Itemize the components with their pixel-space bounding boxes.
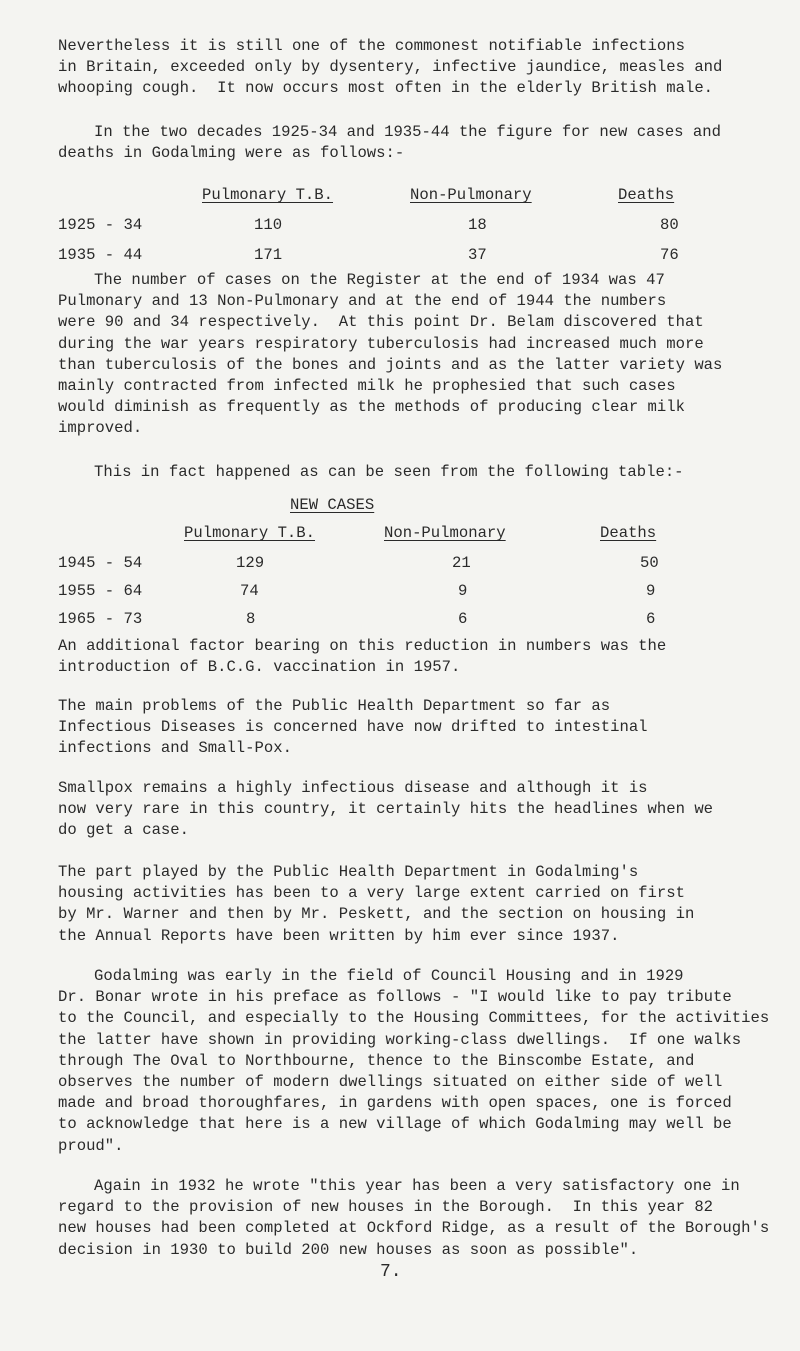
cell-non-pulmonary: 18 (468, 216, 487, 234)
cell-deaths: 76 (660, 246, 679, 264)
text-line: than tuberculosis of the bones and joints and as the latter variety was (58, 355, 723, 374)
text-line: new houses had been completed at Ockford Ridge, as a result of the Borough's (58, 1219, 770, 1238)
text-line: Again in 1932 he wrote "this year has been a very satisfactory one in (94, 1177, 740, 1195)
text-line: improved. (58, 419, 143, 438)
cell-non-pulmonary: 21 (452, 554, 471, 572)
text-line: made and broad thoroughfares, in gardens with open spaces, one is forced (58, 1094, 732, 1113)
text-line: The part played by the Public Health Department in Godalming's (58, 863, 639, 881)
table-tb-1925-1944 (58, 186, 778, 264)
column-header-pulmonary: Pulmonary T.B. (202, 186, 334, 204)
paragraph-main-problems (58, 696, 778, 760)
paragraph-register-cases (58, 270, 778, 440)
text-line: by Mr. Warner and then by Mr. Peskett, and the section on housing in (58, 905, 695, 924)
page-number: 7. (380, 1262, 402, 1282)
text-line: now very rare in this country, it certainly hits the headlines when we (58, 800, 714, 819)
text-line: Godalming was early in the field of Council Housing and in 1929 (94, 967, 684, 985)
cell-pulmonary: 171 (254, 246, 283, 264)
text-line: were 90 and 34 respectively. At this point Dr. Belam discovered that (58, 313, 704, 332)
text-line: This in fact happened as can be seen from the following table:- (94, 463, 684, 481)
column-header-non-pulmonary: Non-Pulmonary (410, 186, 532, 204)
column-header-deaths: Deaths (618, 186, 675, 204)
text-line: regard to the provision of new houses in the Borough. In this year 82 (58, 1198, 714, 1217)
paragraph-following-table (58, 462, 778, 483)
cell-deaths: 9 (646, 582, 656, 600)
text-line: housing activities has been to a very large extent carried on first (58, 884, 685, 903)
text-line: through The Oval to Northbourne, thence to the Binscombe Estate, and (58, 1051, 695, 1070)
cell-deaths: 80 (660, 216, 679, 234)
paragraph-smallpox (58, 778, 778, 842)
cell-pulmonary: 110 (254, 216, 283, 234)
paragraph-commonest-infections (58, 36, 778, 100)
cell-pulmonary: 8 (246, 610, 256, 628)
text-line: the latter have shown in providing working-class dwellings. If one walks (58, 1030, 742, 1049)
row-period: 1965 - 73 (58, 610, 143, 628)
text-line: in Britain, exceeded only by dysentery, infective jaundice, measles and (58, 58, 723, 77)
text-line: Dr. Bonar wrote in his preface as follows - "I would like to pay tribute (58, 988, 732, 1007)
paragraph-housing-activities (58, 862, 778, 947)
row-period: 1955 - 64 (58, 582, 143, 600)
text-line: to the Council, and especially to the Housing Committees, for the activities (58, 1009, 770, 1028)
text-line: An additional factor bearing on this reduction in numbers was the (58, 637, 667, 655)
paragraph-council-housing (58, 966, 778, 1157)
text-line: Infectious Diseases is concerned have now drifted to intestinal (58, 718, 648, 737)
row-period: 1925 - 34 (58, 216, 143, 234)
paragraph-two-decades (58, 122, 778, 164)
text-line: to acknowledge that here is a new village of which Godalming may well be (58, 1115, 732, 1134)
text-line: The main problems of the Public Health Department so far as (58, 697, 611, 715)
text-line: do get a case. (58, 821, 190, 840)
text-line: In the two decades 1925-34 and 1935-44 the figure for new cases and (94, 123, 721, 141)
text-line: Smallpox remains a highly infectious disease and although it is (58, 779, 648, 797)
cell-non-pulmonary: 9 (458, 582, 468, 600)
table-new-cases-1945-1973 (58, 496, 778, 628)
text-line: Nevertheless it is still one of the commonest notifiable infections (58, 37, 685, 55)
cell-non-pulmonary: 37 (468, 246, 487, 264)
text-line: Pulmonary and 13 Non-Pulmonary and at the end of 1944 the numbers (58, 292, 667, 311)
column-header-non-pulmonary: Non-Pulmonary (384, 524, 506, 542)
text-line: the Annual Reports have been written by him ever since 1937. (58, 926, 620, 945)
text-line: proud". (58, 1136, 124, 1155)
text-line: infections and Small-Pox. (58, 739, 292, 758)
text-line: decision in 1930 to build 200 new houses as soon as possible". (58, 1240, 639, 1259)
cell-non-pulmonary: 6 (458, 610, 468, 628)
table-caption: NEW CASES (290, 496, 375, 514)
text-line: The number of cases on the Register at the end of 1934 was 47 (94, 271, 665, 289)
paragraph-bcg-vaccination (58, 636, 778, 678)
row-period: 1935 - 44 (58, 246, 143, 264)
cell-pulmonary: 129 (236, 554, 265, 572)
text-line: would diminish as frequently as the methods of producing clear milk (58, 398, 685, 417)
text-line: whooping cough. It now occurs most often in the elderly British male. (58, 79, 714, 98)
cell-pulmonary: 74 (240, 582, 259, 600)
text-line: during the war years respiratory tuberculosis had increased much more (58, 334, 704, 353)
cell-deaths: 6 (646, 610, 656, 628)
text-line: deaths in Godalming were as follows:- (58, 144, 405, 163)
cell-deaths: 50 (640, 554, 659, 572)
column-header-deaths: Deaths (600, 524, 657, 542)
paragraph-1932-houses (58, 1176, 778, 1261)
text-line: observes the number of modern dwellings situated on either side of well (58, 1073, 723, 1092)
text-line: mainly contracted from infected milk he prophesied that such cases (58, 377, 676, 396)
column-header-pulmonary: Pulmonary T.B. (184, 524, 316, 542)
row-period: 1945 - 54 (58, 554, 143, 572)
text-line: introduction of B.C.G. vaccination in 1957. (58, 658, 461, 677)
